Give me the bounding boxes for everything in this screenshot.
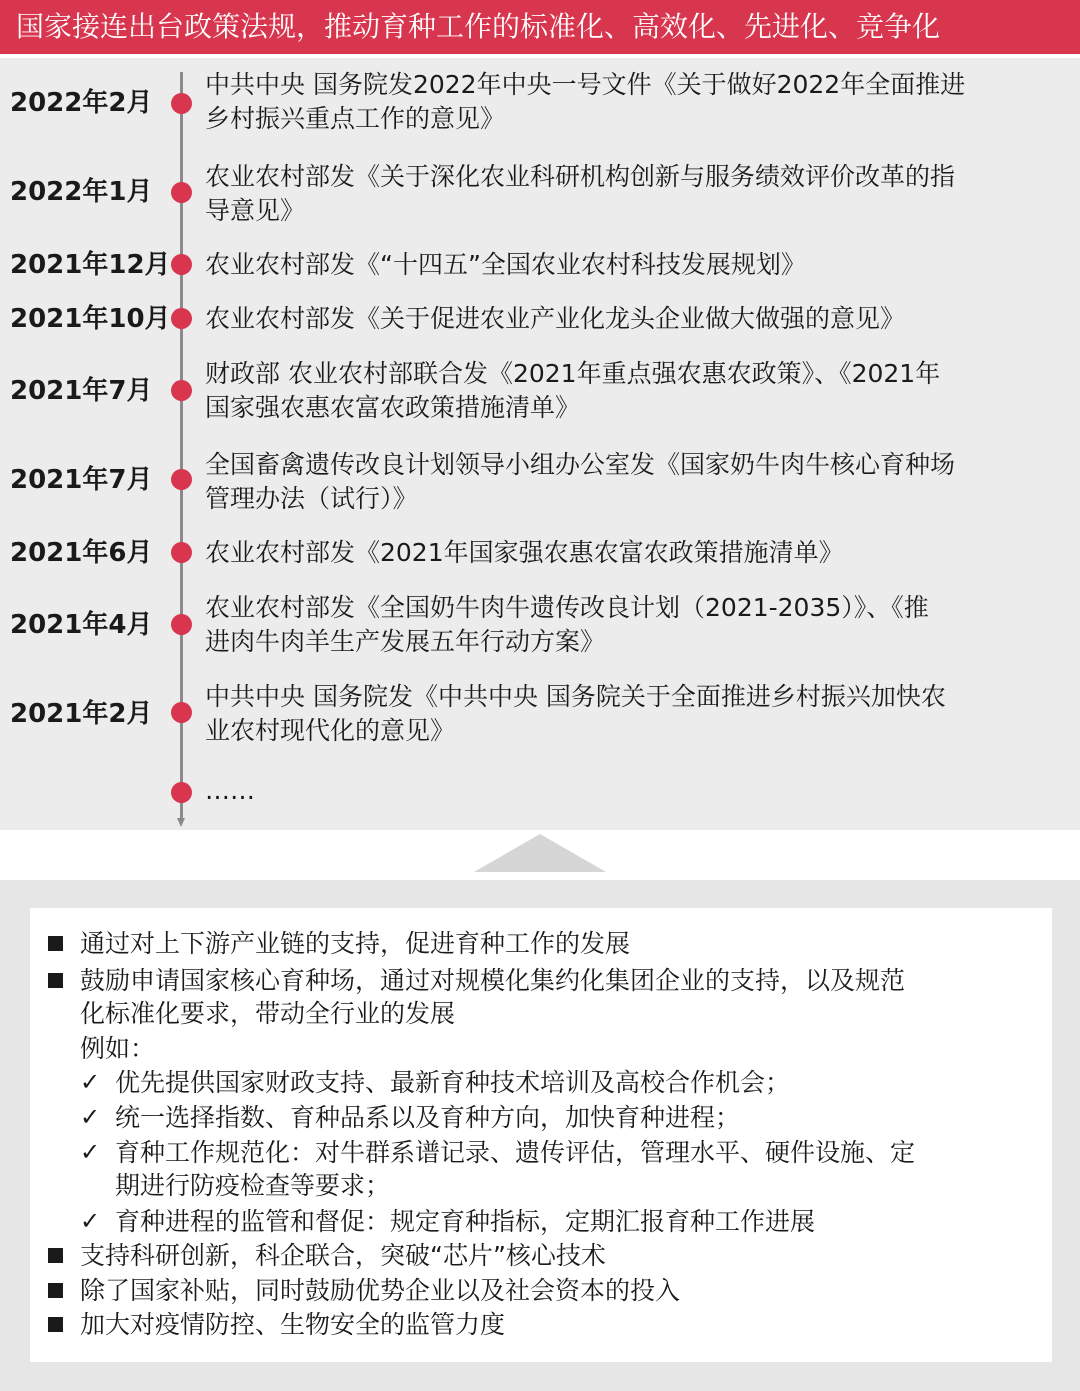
event-description (205, 680, 1075, 748)
event-line: 农业农村部发《关于促进农业产业化龙头企业做大做强的意见》 (205, 304, 906, 333)
event-line: 乡村振兴重点工作的意见》 (205, 104, 506, 133)
event-date: 2021年2月 (10, 699, 153, 729)
event-ellipsis: …… (205, 776, 255, 805)
check-item-continued: 期进行防疫检查等要求； (115, 1171, 391, 1200)
event-line: 导意见》 (205, 196, 306, 225)
timeline-dot (171, 308, 192, 329)
event-description (205, 160, 1075, 228)
timeline-dot (171, 93, 192, 114)
timeline-dot (171, 380, 192, 401)
event-line: 进肉牛肉羊生产发展五年行动方案》 (205, 627, 606, 656)
square-bullet-icon (48, 1317, 63, 1332)
timeline-dot (171, 614, 192, 635)
event-line: 中共中央 国务院发《中共中央 国务院关于全面推进乡村振兴加快农 (205, 682, 946, 711)
square-bullet-icon (48, 1248, 63, 1263)
check-item: 优先提供国家财政支持、最新育种技术培训及高校合作机会； (115, 1068, 791, 1097)
axis-arrow-icon (177, 818, 185, 827)
summary-bullet: 支持科研创新，科企联合，突破“芯片”核心技术 (80, 1241, 606, 1270)
timeline-dot (171, 782, 192, 803)
timeline-dot (171, 182, 192, 203)
timeline-dot (171, 542, 192, 563)
square-bullet-icon (48, 973, 63, 988)
page-title: 国家接连出台政策法规，推动育种工作的标准化、高效化、先进化、竞争化 (0, 0, 1080, 54)
check-icon: ✓ (80, 1068, 101, 1096)
event-description (205, 591, 1075, 659)
check-icon: ✓ (80, 1103, 101, 1131)
event-date: 2021年4月 (10, 610, 153, 640)
event-description (205, 68, 1075, 136)
square-bullet-icon (48, 1283, 63, 1298)
example-label: 例如： (80, 1034, 156, 1063)
event-description (205, 448, 1075, 516)
summary-bullet-continued: 化标准化要求，带动全行业的发展 (80, 999, 456, 1028)
event-line: 国家强农惠农富农政策措施清单》 (205, 393, 581, 422)
summary-bullet: 鼓励申请国家核心育种场，通过对规模化集约化集团企业的支持，以及规范 (80, 966, 906, 995)
event-date: 2021年6月 (10, 538, 153, 568)
event-description (205, 774, 1075, 808)
event-description (205, 302, 1075, 336)
check-item: 育种进程的监管和督促：规定育种指标，定期汇报育种工作进展 (115, 1207, 816, 1236)
event-line: 管理办法（试行）》 (205, 484, 418, 513)
event-line: 农业农村部发《“十四五”全国农业农村科技发展规划》 (205, 250, 806, 279)
event-date: 2021年7月 (10, 376, 153, 406)
check-icon: ✓ (80, 1138, 101, 1166)
check-item: 统一选择指数、育种品系以及育种方向，加快育种进程； (115, 1103, 741, 1132)
check-icon: ✓ (80, 1207, 101, 1235)
event-description (205, 357, 1075, 425)
event-date: 2021年12月 (10, 250, 171, 280)
event-line: 全国畜禽遗传改良计划领导小组办公室发《国家奶牛肉牛核心育种场 (205, 450, 956, 479)
event-line: 中共中央 国务院发2022年中央一号文件《关于做好2022年全面推进 (205, 70, 966, 99)
event-line: 业农村现代化的意见》 (205, 716, 456, 745)
event-date: 2021年7月 (10, 465, 153, 495)
summary-bullet: 加大对疫情防控、生物安全的监管力度 (80, 1310, 506, 1339)
timeline-dot (171, 702, 192, 723)
square-bullet-icon (48, 936, 63, 951)
event-description (205, 536, 1075, 570)
event-date: 2022年1月 (10, 177, 153, 207)
event-description (205, 248, 1075, 282)
summary-bullet: 除了国家补贴，同时鼓励优势企业以及社会资本的投入 (80, 1276, 681, 1305)
event-date: 2022年2月 (10, 88, 153, 118)
event-line: 财政部 农业农村部联合发《2021年重点强农惠农政策》、《2021年 (205, 359, 941, 388)
event-date: 2021年10月 (10, 304, 171, 334)
up-arrow-icon (474, 834, 606, 872)
check-item: 育种工作规范化：对牛群系谱记录、遗传评估，管理水平、硬件设施、定 (115, 1138, 916, 1167)
timeline-dot (171, 469, 192, 490)
summary-bullet: 通过对上下游产业链的支持，促进育种工作的发展 (80, 929, 631, 958)
event-line: 农业农村部发《关于深化农业科研机构创新与服务绩效评价改革的指 (205, 162, 956, 191)
event-line: 农业农村部发《2021年国家强农惠农富农政策措施清单》 (205, 538, 844, 567)
timeline-dot (171, 254, 192, 275)
event-line: 农业农村部发《全国奶牛肉牛遗传改良计划（2021-2035）》、《推 (205, 593, 929, 622)
